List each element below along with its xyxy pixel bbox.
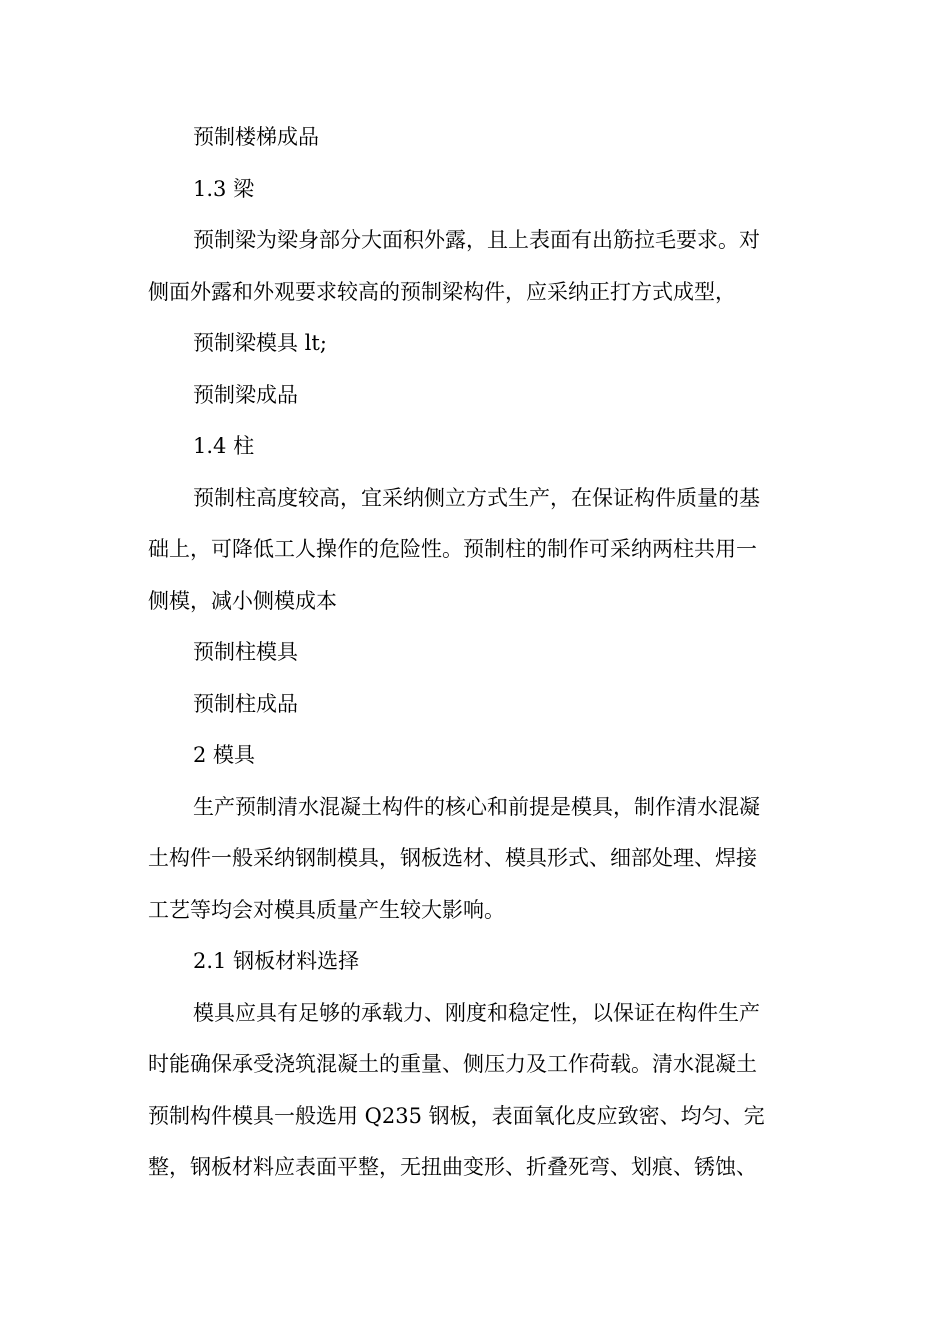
- text-line: 础上，可降低工人操作的危险性。预制柱的制作可采纳两柱共用一: [148, 537, 757, 561]
- text-line: 预制柱高度较高，宜采纳侧立方式生产，在保证构件质量的基: [193, 485, 760, 510]
- text-line: 预制柱模具: [193, 640, 298, 664]
- section-heading: 1.4 柱: [193, 434, 255, 458]
- section-heading: 2.1 钢板材料选择: [193, 949, 360, 973]
- text-line: 预制梁为梁身部分大面积外露，且上表面有出筋拉毛要求。对: [193, 228, 760, 252]
- text-line: 预制构件模具一般选用 Q235 钢板，表面氧化皮应致密、均匀、完: [148, 1103, 765, 1128]
- section-heading: 1.3 梁: [193, 176, 255, 201]
- text-line: 工艺等均会对模具质量产生较大影响。: [148, 897, 505, 922]
- text-line: 侧面外露和外观要求较高的预制梁构件，应采纳正打方式成型，: [148, 279, 736, 304]
- text-line: 时能确保承受浇筑混凝土的重量、侧压力及工作荷载。清水混凝土: [148, 1052, 757, 1076]
- text-line: 生产预制清水混凝土构件的核心和前提是模具，制作清水混凝: [193, 794, 760, 819]
- text-line: 预制梁模具 lt;: [193, 331, 327, 355]
- text-line: 预制梁成品: [193, 382, 298, 407]
- text-line: 模具应具有足够的承载力、刚度和稳定性，以保证在构件生产: [193, 1000, 760, 1025]
- section-heading: 2 模具: [193, 743, 256, 767]
- document-page: [148, 115, 800, 1197]
- text-line: 整，钢板材料应表面平整，无扭曲变形、折叠死弯、划痕、锈蚀、: [148, 1155, 757, 1179]
- text-line: 预制楼梯成品: [193, 125, 319, 149]
- text-line: 土构件一般采纳钢制模具，钢板选材、模具形式、细部处理、焊接: [148, 846, 757, 870]
- text-line: 预制柱成品: [193, 691, 298, 716]
- text-line: 侧模，减小侧模成本: [148, 588, 337, 613]
